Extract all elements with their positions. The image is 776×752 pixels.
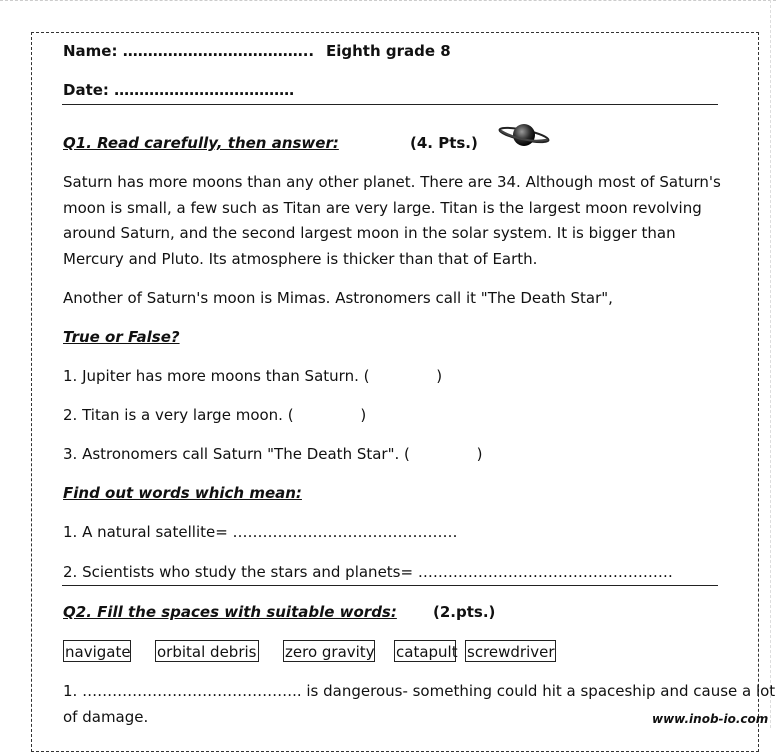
passage-paragraph: Saturn has more moons than any other planet. There are 34. Although most of Saturn's moon is small, a few such as Titan are very large. Titan is the largest moon revolving around Saturn, and the second largest moon in the solar system. It is bigger than Mercury and Pluto. Its atmosphere is thicker than that of Earth. [63,173,721,268]
name-field: Name: ……………………………….. [63,42,315,60]
word-bank-navigate: navigate [63,640,131,662]
watermark: www.inob-io.com [652,712,769,726]
page-top-dashed-line [0,0,776,1]
q2-points: (2.pts.) [433,603,496,621]
word-bank-screwdriver: screwdriver [465,640,556,662]
date-field: Date: ……………………………… [63,81,295,99]
q2-heading: Q2. Fill the spaces with suitable words: [63,603,397,621]
tf-item-3: 3. Astronomers call Saturn "The Death Star". ( ) [63,445,483,463]
find-words-heading: Find out words which mean: [63,484,302,502]
header-divider [62,104,718,105]
tf-item-2: 2. Titan is a very large moon. ( ) [63,406,367,424]
fill-sentence-1: 1. …………………………………….. is dangerous- something could hit a spaceship and cause a lot [63,682,776,700]
q1-heading: Q1. Read carefully, then answer: [63,134,339,152]
page-right-dashed-line [770,0,771,728]
saturn-icon [498,120,550,150]
true-false-heading: True or False? [63,328,180,346]
word-bank-orbital-debris: orbital debris [155,640,259,662]
word-bank-catapult: catapult [394,640,456,662]
grade-title: Eighth grade 8 [326,42,451,60]
word-item-1: 1. A natural satellite= ……………………………………… [63,523,458,541]
fill-sentence-1-cont: of damage. [63,708,149,726]
q1-points: (4. Pts.) [410,134,478,152]
passage-paragraph-2: Another of Saturn's moon is Mimas. Astronomers call it "The Death Star", [63,289,613,307]
word-bank-zero-gravity: zero gravity [283,640,375,662]
tf-item-1: 1. Jupiter has more moons than Saturn. ( ) [63,367,443,385]
section-divider [62,585,718,586]
reading-passage [63,170,723,272]
word-item-2: 2. Scientists who study the stars and planets= …………………………………………… [63,563,673,581]
